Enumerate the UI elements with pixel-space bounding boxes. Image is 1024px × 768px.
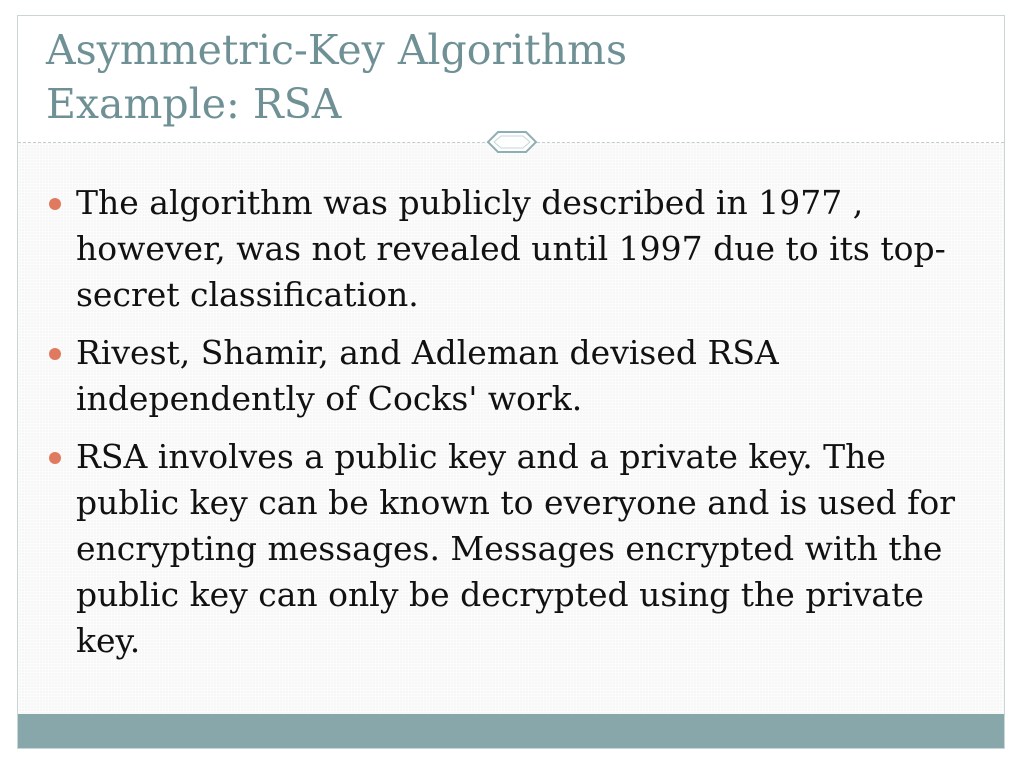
hexagon-ornament-icon xyxy=(482,128,542,156)
list-item xyxy=(48,434,988,664)
slide-title: Asymmetric-Key Algorithms xyxy=(46,26,627,74)
bullet-icon xyxy=(49,348,61,360)
title-area xyxy=(18,16,1004,143)
bullet-text: RSA involves a public key and a private key. The public key can be known to everyone and is used for encrypting messages. Messages encrypted with the public key can only be decrypted using the private key. xyxy=(76,437,955,660)
list-item xyxy=(48,180,988,318)
slide-subtitle: Example: RSA xyxy=(46,80,342,128)
bullet-list xyxy=(48,180,988,676)
footer-bar xyxy=(18,714,1004,748)
bullet-text: The algorithm was publicly described in 1977 , however, was not revealed until 1997 due to its top-secret classification. xyxy=(76,183,946,314)
slide xyxy=(17,15,1005,749)
bullet-text: Rivest, Shamir, and Adleman devised RSA independently of Cocks' work. xyxy=(76,333,779,418)
bullet-icon xyxy=(49,452,61,464)
bullet-icon xyxy=(49,198,61,210)
list-item xyxy=(48,330,988,422)
